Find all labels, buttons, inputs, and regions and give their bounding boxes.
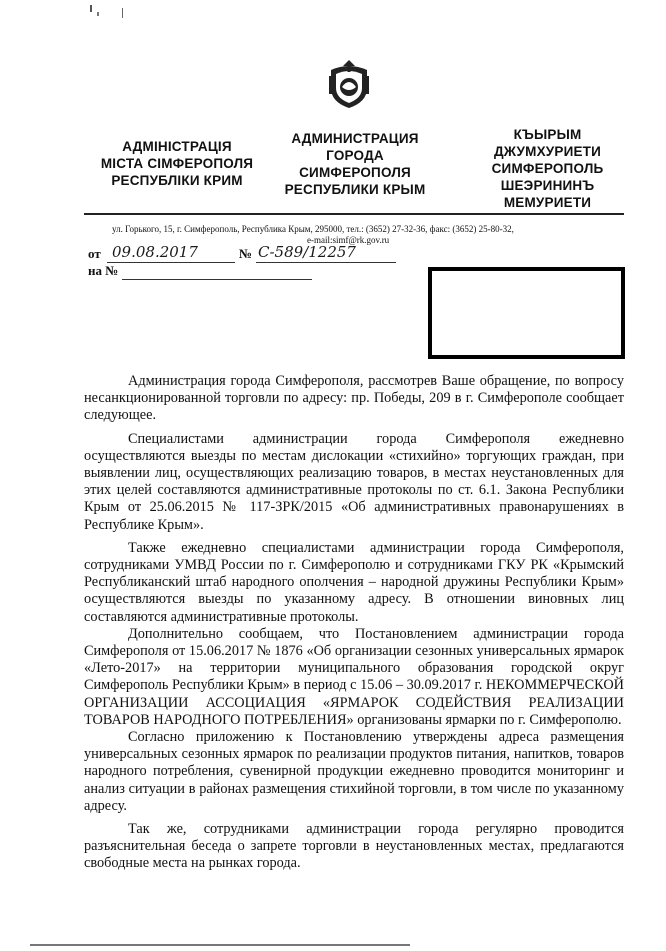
paragraph: Дополнительно сообщаем, что Постановлением администрации города Симферополя от 15.06.2017 № 1876 «Об организации сезонных универсальных ярмарок «Лето-2017» на территории муниципального образования городской округ Симферополь Республики Крым» в период с 15.06 – 30.09.2017 г. НЕКОММЕРЧЕСКОЙ ОРГАНИЗАЦИИ АССОЦИАЦИЯ «ЯРМАРОК СОДЕЙСТВИЯ РЕАЛИЗАЦИИ ТОВАРОВ НАРОДНОГО ПОТРЕБЛЕНИЯ» организованы ярмарки по г. Симферополю. <box>84 625 624 728</box>
scan-edge <box>30 944 410 946</box>
ref-on-label: на № <box>88 263 119 278</box>
letter-body <box>84 373 624 873</box>
paragraph: Согласно приложению к Постановлению утверждены адреса размещения универсальных сезонных ярмарок по реализации продуктов питания, напитков, товаров народного потребления, сувенирной продукции ежедневно проводится мониторинг и анализ ситуации в районах размещения стихийной торговли, в том числе по указанному адресу. <box>84 729 624 814</box>
ref-from-label: от <box>88 246 101 261</box>
ref-date-underline <box>107 262 235 263</box>
address-line: ул. Горького, 15, г. Симферополь, Республика Крым, 295000, тел.: (3652) 27-32-36, факс: (3652) 25-80-32, <box>112 224 514 234</box>
ref-number-underline <box>256 262 396 263</box>
ref-number: С-589/12257 <box>258 243 356 261</box>
header-divider <box>84 213 624 215</box>
redacted-recipient-box <box>428 267 625 359</box>
scan-mark <box>122 8 123 18</box>
email-line: e-mail:simf@rk.gov.ru <box>307 235 390 245</box>
paragraph: Специалистами администрации города Симферополя ежедневно осуществляются выезды по местам дислокации «стихийно» торгующих граждан, при выявлении лиц, осуществляющих реализацию товаров, в местах неустановленных для этих целей составляются административные протоколы по ст. 6.1. Закона Республики Крым от 25.06.2015 № 117-ЗРК/2015 «Об административных правонарушениях в Республике Крым». <box>84 430 624 533</box>
scan-mark <box>97 12 99 16</box>
paragraph: Также ежедневно специалистами администрации города Симферополя, сотрудниками УМВД России по г. Симферополю и сотрудниками ГКУ РК «Крымский Республиканский штаб народного ополчения – народной дружины Республики Крым» осуществляются выезды по указанному адресу. В отношении виновных лиц составляются административные протоколы. <box>84 539 624 625</box>
scan-mark <box>90 5 92 12</box>
paragraph: Так же, сотрудниками администрации города регулярно проводится разъяснительная беседа о запрете торговли в неустановленных местах, предлагаются свободные места на рынках города. <box>84 821 624 872</box>
ref-number-label: № <box>239 246 253 261</box>
org-name-russian: АДМИНИСТРАЦИЯ ГОРОДА СИМФЕРОПОЛЯ РЕСПУБЛИКИ КРЫМ <box>284 131 426 197</box>
ref-date: 09.08.2017 <box>112 243 198 261</box>
org-name-crimean-tatar: КЪЫРЫМ ДЖУМХУРИЕТИ СИМФЕРОПОЛЬ ШЕЭРИНИНЪ МЕМУРИЕТИ <box>491 127 604 210</box>
paragraph: Администрация города Симферополя, рассмотрев Ваше обращение, по вопросу несанкционированной торговли по адресу: пр. Победы, 209 в г. Симферополе сообщает следующее. <box>84 373 624 424</box>
crimea-coat-of-arms-icon <box>327 60 371 110</box>
org-name-ukrainian: АДМІНІСТРАЦІЯ МІСТА СІМФЕРОПОЛЯ РЕСПУБЛІКИ КРИМ <box>100 139 254 188</box>
ref-on-underline <box>122 279 312 280</box>
